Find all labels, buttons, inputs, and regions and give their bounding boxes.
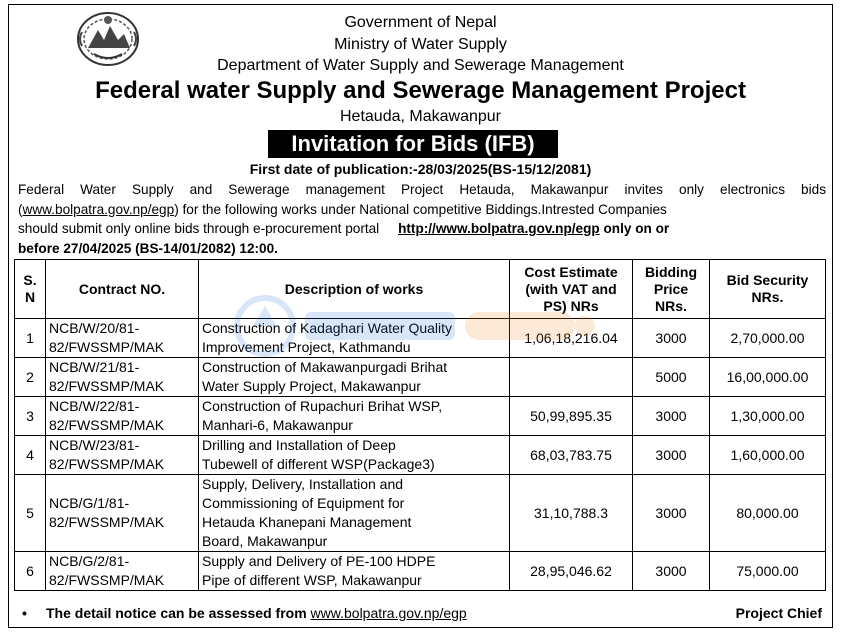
intro-line-2: (www.bolpatra.gov.np/egp) for the following works under National competitive Biddings.Intrested Companies: [18, 201, 667, 217]
portal-link[interactable]: http://www.bolpatra.gov.np/egp: [398, 221, 600, 236]
publication-date: First date of publication:-28/03/2025(BS-15/12/2081): [249, 161, 592, 177]
table-row: [15, 319, 826, 358]
table-row: [15, 552, 826, 591]
cell-sn: 4: [15, 436, 46, 475]
contract-part-2: 82/FWSSMP/MAK: [49, 417, 165, 433]
intro-line-3-text: should submit only online bids through e-procurement portal: [18, 221, 380, 236]
contract-part-2: 82/FWSSMP/MAK: [49, 378, 165, 394]
cell-cost: 28,95,046.62: [510, 552, 633, 591]
cell-price: 3000: [633, 475, 710, 552]
contract-part-1: NCB/G/2/81-: [49, 553, 130, 569]
cell-cost: 50,99,895.35: [510, 397, 633, 436]
deadline-a: only on or: [603, 221, 670, 236]
cell-security: 80,000.00: [710, 475, 826, 552]
government-line: Government of Nepal: [344, 14, 497, 31]
desc-line: Hetauda Khanepani Management: [202, 514, 412, 530]
department-line: Department of Water Supply and Sewerage Management: [217, 57, 624, 74]
cell-sn: 5: [15, 475, 46, 552]
notice-link[interactable]: www.bolpatra.gov.np/egp: [310, 605, 467, 621]
cell-security: 16,00,000.00: [710, 358, 826, 397]
cell-contract: [46, 475, 199, 552]
project-title: Federal water Supply and Sewerage Management Project: [95, 77, 746, 104]
table-header-row: [15, 260, 826, 319]
header-security: Bid Security NRs.: [710, 260, 826, 319]
contract-part-1: NCB/W/20/81-: [49, 320, 140, 336]
cell-contract: [46, 397, 199, 436]
footer: [22, 604, 822, 623]
cell-security: 1,30,000.00: [710, 397, 826, 436]
cell-description: [199, 319, 510, 358]
bullet-icon: •: [22, 605, 27, 621]
desc-line: Improvement Project, Kathmandu: [202, 339, 411, 355]
cell-description: [199, 552, 510, 591]
contract-part-2: 82/FWSSMP/MAK: [49, 339, 165, 355]
cell-description: [199, 475, 510, 552]
table-row: [15, 436, 826, 475]
desc-line: Drilling and Installation of Deep: [202, 437, 396, 453]
cell-contract: [46, 319, 199, 358]
intro-line-3: [18, 219, 826, 239]
egp-link[interactable]: www.bolpatra.gov.np/egp: [22, 201, 175, 217]
contract-part-1: NCB/G/1/81-: [49, 495, 130, 511]
header-sn: S. N: [15, 260, 46, 319]
contract-part-2: 82/FWSSMP/MAK: [49, 456, 165, 472]
cell-security: 75,000.00: [710, 552, 826, 591]
cell-contract: [46, 358, 199, 397]
cell-sn: 1: [15, 319, 46, 358]
cell-price: 3000: [633, 397, 710, 436]
ifb-banner: Invitation for Bids (IFB): [268, 130, 558, 158]
intro-line-1: Federal Water Supply and Sewerage management Project Hetauda, Makawanpur invites only electronics bids: [18, 182, 826, 197]
desc-line: Water Supply Project, Makawanpur: [202, 378, 421, 394]
notice-text: The detail notice can be assessed from: [46, 605, 307, 621]
cell-price: 5000: [633, 358, 710, 397]
desc-line: Board, Makawanpur: [202, 533, 328, 549]
intro-line-2-text: ) for the following works under National competitive Biddings.Intrested Companies: [174, 201, 667, 217]
bids-table: [14, 259, 826, 591]
desc-line: Pipe of different WSP, Makawanpur: [202, 572, 422, 588]
intro-deadline: before 27/04/2025 (BS-14/01/2082) 12:00.: [18, 240, 278, 256]
cell-contract: [46, 436, 199, 475]
cell-sn: 3: [15, 397, 46, 436]
header-cost: Cost Estimate (with VAT and PS) NRs: [510, 260, 633, 319]
cell-contract: [46, 552, 199, 591]
cell-security: 2,70,000.00: [710, 319, 826, 358]
cell-cost: 31,10,788.3: [510, 475, 633, 552]
cell-cost: 1,06,18,216.04: [510, 319, 633, 358]
desc-line: Tubewell of different WSP(Package3): [202, 456, 435, 472]
header-description: Description of works: [199, 260, 510, 319]
table-row: [15, 475, 826, 552]
cell-price: 3000: [633, 319, 710, 358]
contract-part-1: NCB/W/22/81-: [49, 398, 140, 414]
ministry-line: Ministry of Water Supply: [334, 36, 507, 53]
intro-paragraph: [18, 180, 826, 258]
cell-description: [199, 358, 510, 397]
cell-description: [199, 397, 510, 436]
header-contract: Contract NO.: [46, 260, 199, 319]
desc-line: Supply, Delivery, Installation and: [202, 476, 404, 492]
desc-line: Commissioning of Equipment for: [202, 495, 405, 511]
desc-line: Construction of Rupachuri Brihat WSP,: [202, 398, 443, 414]
table-row: [15, 397, 826, 436]
desc-line: Construction of Makawanpurgadi Brihat: [202, 359, 448, 375]
project-location: Hetauda, Makawanpur: [340, 108, 501, 125]
contract-part-1: NCB/W/21/81-: [49, 359, 140, 375]
cell-price: 3000: [633, 436, 710, 475]
desc-line: Supply and Delivery of PE-100 HDPE: [202, 553, 436, 569]
detail-notice: [46, 604, 467, 623]
desc-line: Construction of Kadaghari Water Quality: [202, 320, 453, 336]
cell-sn: 2: [15, 358, 46, 397]
cell-security: 1,60,000.00: [710, 436, 826, 475]
desc-line: Manhari-6, Makawanpur: [202, 417, 353, 433]
cell-description: [199, 436, 510, 475]
table-row: [15, 358, 826, 397]
cell-sn: 6: [15, 552, 46, 591]
contract-part-1: NCB/W/23/81-: [49, 437, 140, 453]
contract-part-2: 82/FWSSMP/MAK: [49, 514, 165, 530]
contract-part-2: 82/FWSSMP/MAK: [49, 572, 165, 588]
cell-cost: 68,03,783.75: [510, 436, 633, 475]
cell-price: 3000: [633, 552, 710, 591]
cell-cost: [510, 358, 633, 397]
header-price: Bidding Price NRs.: [633, 260, 710, 319]
signatory: Project Chief: [735, 605, 822, 621]
